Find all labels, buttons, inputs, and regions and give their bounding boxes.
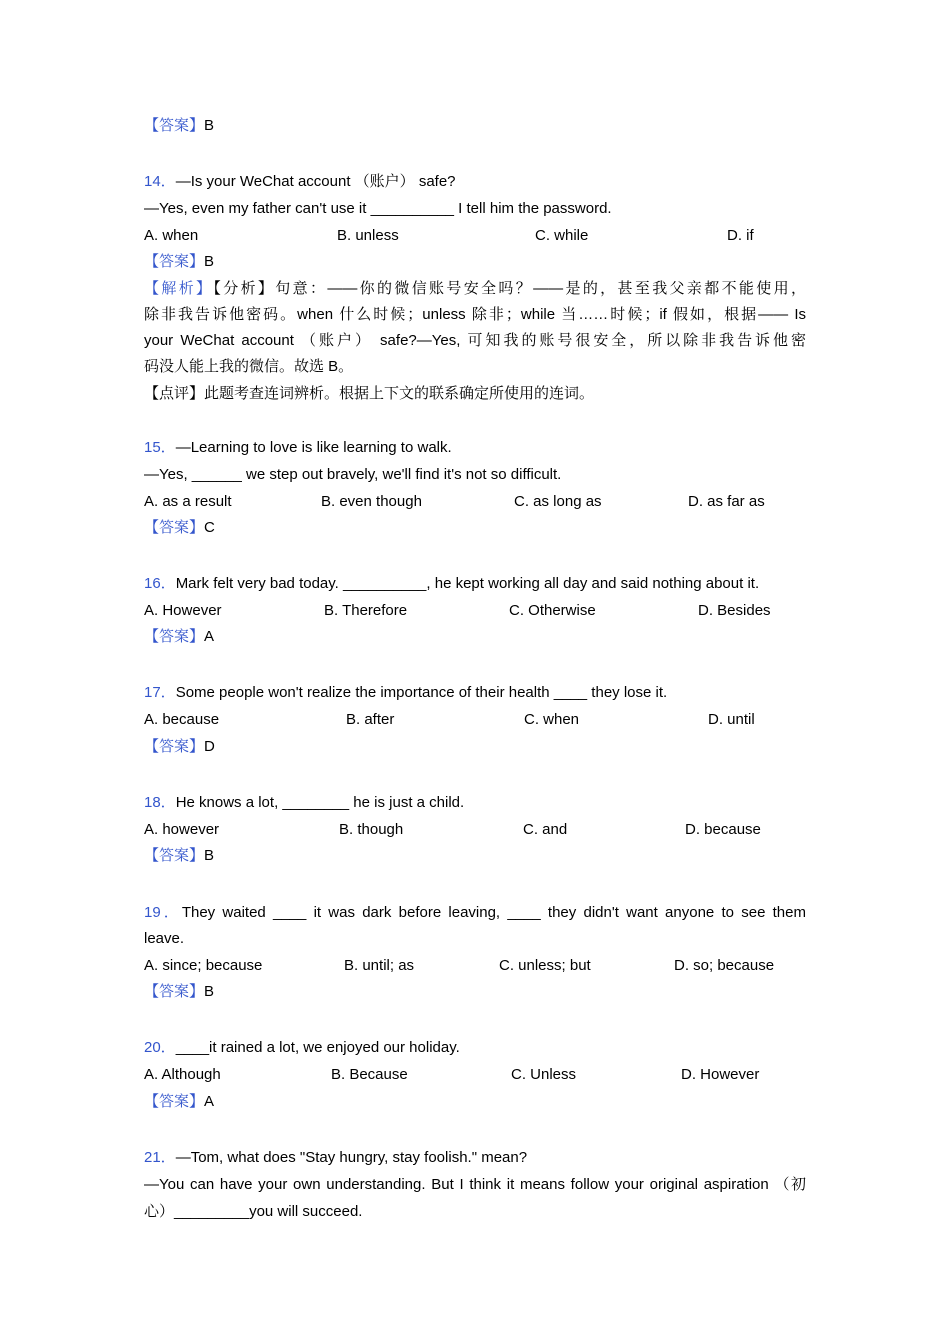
answer-label: 【答案】 [144,983,205,1000]
answer-label: 【答案】 [144,1093,205,1110]
option-d: D. as far as [688,493,765,510]
option-b: B. even though [321,493,422,510]
answer-line [144,116,214,136]
analysis-line [144,279,806,299]
option-b: B. though [339,821,404,838]
option-c: C. while [535,227,589,244]
analysis-line: 码没人能上我的微信。故选 B。 [144,358,354,375]
question-text-line: 心）_________you will succeed. [144,1203,363,1220]
question-text-line: —Yes, even my father can't use it __________ I tell him the password. [144,200,612,217]
answer-line [144,518,215,538]
question-number: 21． [144,1149,176,1166]
question-17 [144,683,667,703]
question-text: He knows a lot, ________ he is just a child. [175,794,465,811]
option-d: D. so; because [674,957,775,974]
answer-value: A [204,628,215,645]
analysis-line: your WeChat account （账户） safe?—Yes, 可知我的账号很安全，所以除非我告诉他密 [144,332,806,349]
option-b: B. until; as [344,957,415,974]
answer-label: 【答案】 [144,628,205,645]
question-text-line: —Yes, ______ we step out bravely, we'll find it's not so difficult. [144,466,562,483]
fenxi-label: 【分析】 [213,280,276,297]
option-d: D. because [685,821,761,838]
option-a: A. because [144,711,220,728]
analysis-text: 句意：——你的微信账号安全吗？——是的，甚至我父亲都不能使用， [275,280,806,297]
answer-value: D [204,738,215,755]
answer-label: 【答案】 [144,519,205,536]
question-20 [144,1038,460,1058]
option-b: B. Because [331,1066,408,1083]
analysis-line: 除非我告诉他密码。when 什么时候；unless 除非；while 当……时候；if 假如，根据—— Is [144,306,806,323]
answer-label: 【答案】 [144,253,205,270]
answer-value: B [204,253,215,270]
question-16 [144,574,759,594]
answer-line [144,846,214,866]
answer-value: B [204,983,215,1000]
question-text: —Is your WeChat account （账户） safe? [175,173,456,190]
question-number: 20． [144,1039,176,1056]
option-a: A. since; because [144,957,263,974]
answer-line [144,1092,214,1112]
question-text-line: —You can have your own understanding. But I think it means follow your original aspiration （初 [144,1176,806,1193]
option-b: B. unless [337,227,399,244]
option-b: B. Therefore [324,602,408,619]
question-text: —Tom, what does "Stay hungry, stay foolish." mean? [175,1149,528,1166]
question-18 [144,793,464,813]
comment-label: 【点评】 [144,385,205,402]
question-number: 18． [144,794,176,811]
question-number: 16． [144,575,176,592]
question-number: 14． [144,173,176,190]
option-a: A. when [144,227,199,244]
answer-label: 【答案】 [144,117,205,134]
question-19 [144,903,806,923]
answer-label: 【答案】 [144,738,205,755]
option-c: C. and [523,821,568,838]
option-d: D. However [681,1066,760,1083]
analysis-label: 【解析】 [144,280,214,297]
answer-value: A [204,1093,215,1110]
answer-label: 【答案】 [144,847,205,864]
option-b: B. after [346,711,395,728]
question-14 [144,172,456,192]
question-text: Mark felt very bad today. __________, he kept working all day and said nothing about it. [175,575,760,592]
question-15 [144,438,452,458]
answer-line [144,252,214,272]
option-c: C. when [524,711,580,728]
option-c: C. Otherwise [509,602,596,619]
option-c: C. unless; but [499,957,591,974]
option-c: C. Unless [511,1066,577,1083]
question-text: ____it rained a lot, we enjoyed our holiday. [175,1039,460,1056]
answer-value: B [204,847,215,864]
option-c: C. as long as [514,493,602,510]
question-number: 17． [144,684,176,701]
option-a: A. Although [144,1066,221,1083]
answer-line [144,627,214,647]
option-d: D. if [727,227,754,244]
question-text: Some people won't realize the importance of their health ____ they lose it. [175,684,668,701]
answer-line [144,737,215,757]
option-a: A. however [144,821,220,838]
answer-value: C [204,519,215,536]
question-21 [144,1148,527,1168]
comment-line [144,384,594,404]
question-text-line: leave. [144,930,185,947]
answer-line [144,982,214,1002]
option-d: D. until [708,711,755,728]
answer-value: B [204,117,215,134]
question-text: —Learning to love is like learning to walk. [175,439,452,456]
question-number: 19． [144,904,182,921]
question-number: 15． [144,439,176,456]
option-d: D. Besides [698,602,771,619]
option-a: A. However [144,602,222,619]
comment-text: 此题考查连词辨析。根据上下文的联系确定所使用的连词。 [204,385,595,402]
option-a: A. as a result [144,493,232,510]
question-text: They waited ____ it was dark before leaving, ____ they didn't want anyone to see them [181,904,806,921]
